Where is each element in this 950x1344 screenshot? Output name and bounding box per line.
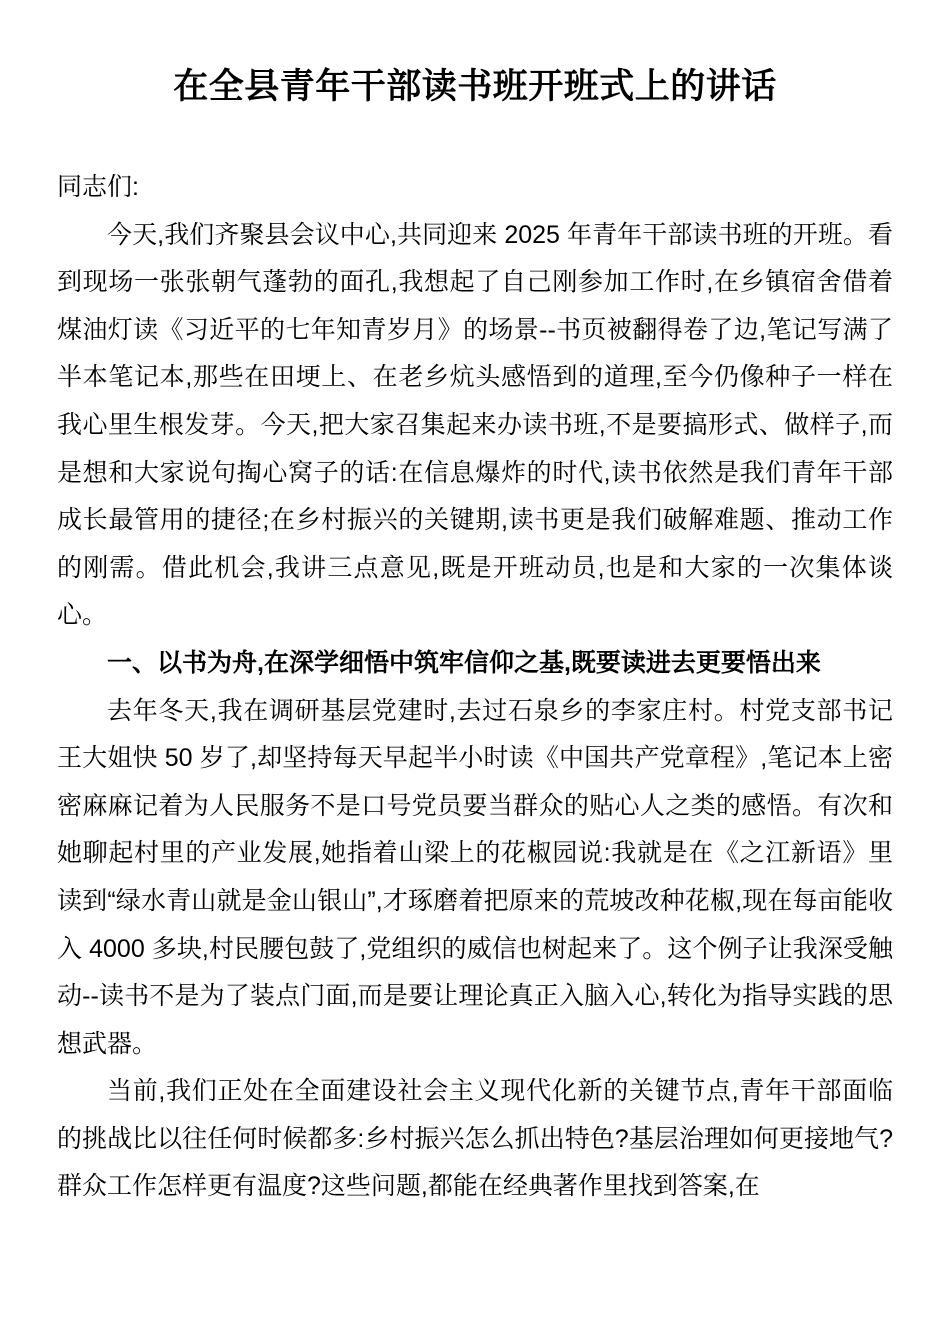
paragraph-intro: 今天,我们齐聚县会议中心,共同迎来 2025 年青年干部读书班的开班。看到现场一张张朝气蓬勃的面孔,我想起了自己刚参加工作时,在乡镇宿舍借着煤油灯读《习近平的七年知青岁月》的场景--书页被翻得卷了边,笔记写满了半本笔记本,那些在田埂上、在老乡炕头感悟到的道理,至今仍像种子一样在我心里生根发芽。今天,把大家召集起来办读书班,不是要搞形式、做样子,而是想和大家说句掏心窝子的话:在信息爆炸的时代,读书依然是我们青年干部成长最管用的捷径;在乡村振兴的关键期,读书更是我们破解难题、推动工作的刚需。借此机会,我讲三点意见,既是开班动员,也是和大家的一次集体谈心。 <box>57 220 893 630</box>
salutation-line: 同志们: <box>57 173 139 201</box>
paragraph-example-story: 去年冬天,我在调研基层党建时,去过石泉乡的李家庄村。村党支部书记王大姐快 50 岁了,却坚持每天早起半小时读《中国共产党章程》,笔记本上密密麻麻记着为人民服务不是口号党员要当群众的贴心人之类的感悟。有次和她聊起村里的产业发展,她指着山梁上的花椒园说:我就是在《之江新语》里读到“绿水青山就是金山银山”,才琢磨着把原来的荒坡改种花椒,现在每亩能收入 4000 多块,村民腰包鼓了,党组织的威信也树起来了。这个例子让我深受触动--读书不是为了装点门面,而是要让理论真正入脑入心,转化为指导实践的思想武器。 <box>57 696 893 1058</box>
document-title: 在全县青年干部读书班开班式上的讲话 <box>173 67 777 106</box>
document-body <box>57 164 893 1211</box>
section-heading-1: 一、以书为舟,在深学细悟中筑牢信仰之基,既要读进去更要悟出来 <box>107 648 821 677</box>
paragraph-current-situation: 当前,我们正处在全面建设社会主义现代化新的关键节点,青年干部面临的挑战比以往任何时候都多:乡村振兴怎么抓出特色?基层治理如何更接地气?群众工作怎样更有温度?这些问题,都能在经典著作里找到答案,在 <box>57 1077 893 1201</box>
